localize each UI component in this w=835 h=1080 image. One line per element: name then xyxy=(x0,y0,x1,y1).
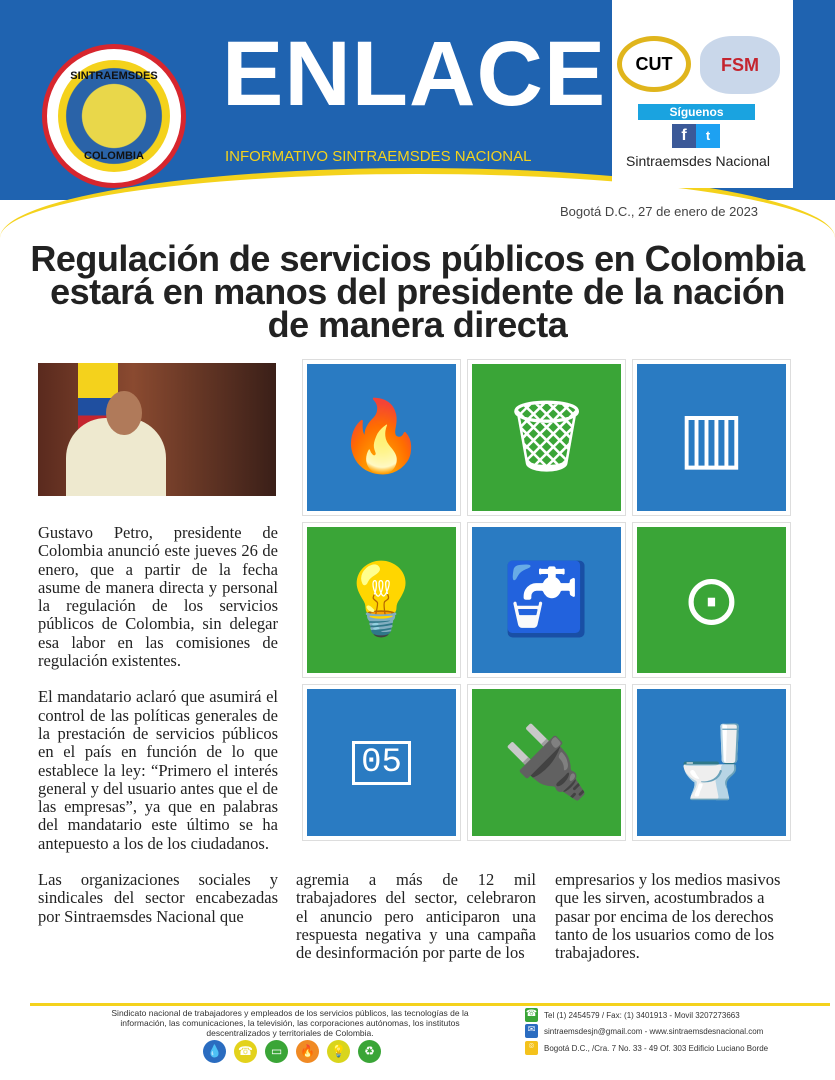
meter-reading: 05 xyxy=(352,741,411,785)
power-socket-icon: ⊙ xyxy=(633,523,790,678)
phone-icon: ☎ xyxy=(525,1008,538,1022)
recycle-icon: ♻ xyxy=(358,1040,381,1063)
newsletter-title: ENLACE xyxy=(222,23,607,125)
address-text: Bogotá D.C., /Cra. 7 No. 33 - 49 Of. 303 Edificio Luciano Borde xyxy=(544,1043,769,1053)
article-column-1 xyxy=(38,524,278,944)
cut-logo: CUT xyxy=(617,36,691,92)
president-photo xyxy=(38,363,276,496)
facebook-icon[interactable]: f xyxy=(672,124,696,148)
union-logo xyxy=(42,44,186,188)
bulb-icon: 💡 xyxy=(327,1040,350,1063)
footer-description: Sindicato nacional de trabajadores y empleados de los servicios públicos, las tecnologías de la información, las comunicaciones, la televisión, las corporaciones autónomas, los institutos descentralizados y territoriales de Colombia. xyxy=(111,1008,469,1038)
mail-icon: ✉ xyxy=(525,1024,538,1038)
fsm-logo: FSM xyxy=(700,36,780,94)
gas-icon: 🔥 xyxy=(303,360,460,515)
meter-icon xyxy=(303,685,460,840)
email-text[interactable]: sintraemsdesjn@gmail.com - www.sintraemsdesnacional.com xyxy=(544,1026,764,1036)
phone-icon: ☎ xyxy=(234,1040,257,1063)
paragraph: Las organizaciones sociales y sindicales del sector encabezadas por Sintraemsdes Nacional que xyxy=(38,870,278,926)
light-bulb-icon: 💡 xyxy=(303,523,460,678)
footer-address xyxy=(525,1041,825,1055)
trash-bin-icon: 🗑 xyxy=(468,360,625,515)
toilet-icon: 🚽 xyxy=(633,685,790,840)
footer-service-icons xyxy=(203,1040,381,1063)
tv-icon: ▭ xyxy=(265,1040,288,1063)
radiator-icon: ▥ xyxy=(633,360,790,515)
twitter-icon[interactable]: t xyxy=(696,124,720,148)
footer-divider xyxy=(30,1003,830,1006)
social-name: Sintraemsdes Nacional xyxy=(626,153,770,169)
logo-text-top: SINTRAEMSDES xyxy=(70,70,158,82)
article-column-3 xyxy=(555,871,795,980)
services-icon-grid xyxy=(303,360,790,840)
paragraph: empresarios y los medios masivos que les sirven, acostumbrados a pasar por encima de los derechos tanto de los usuarios como de los trabajadores. xyxy=(555,870,781,963)
location-icon: ⌾ xyxy=(525,1041,538,1055)
water-tap-icon: 🚰 xyxy=(468,523,625,678)
paragraph: Gustavo Petro, presidente de Colombia anunció este jueves 26 de enero, que a partir de la fecha asume de manera directa y personal la regulación de los servicios públicos de Colombia, sin delegar esa labor en las comisiones de regulación existentes. xyxy=(38,523,278,671)
water-icon: 💧 xyxy=(203,1040,226,1063)
headline: Regulación de servicios públicos en Colombia estará en manos del presidente de la nación de manera directa xyxy=(30,238,805,345)
paragraph: El mandatario aclaró que asumirá el control de las políticas generales de la prestación de servicios públicos en el país en función de lo que establece la ley: “Primero el interés general y del usuario antes que el de las empresas”, ya que en palabras del mandatario este último se ha antepuesto a los de los ciudadanos. xyxy=(38,687,278,853)
newsletter-subtitle: INFORMATIVO SINTRAEMSDES NACIONAL xyxy=(225,148,532,165)
paragraph: agremia a más de 12 mil trabajadores del sector, celebraron el anuncio pero anticiparon una respuesta negativa y una campaña de desinformación por parte de los xyxy=(296,870,536,963)
logo-text-bottom: COLOMBIA xyxy=(84,150,144,162)
fire-icon: 🔥 xyxy=(296,1040,319,1063)
plug-icon: 🔌 xyxy=(468,685,625,840)
footer-phone xyxy=(525,1008,825,1022)
phone-text: Tel (1) 2454579 / Fax: (1) 3401913 - Movil 3207273663 xyxy=(544,1010,740,1020)
footer-email xyxy=(525,1024,825,1038)
article-column-2 xyxy=(296,871,536,980)
date: Bogotá D.C., 27 de enero de 2023 xyxy=(560,204,759,219)
follow-label: Síguenos xyxy=(638,104,755,120)
